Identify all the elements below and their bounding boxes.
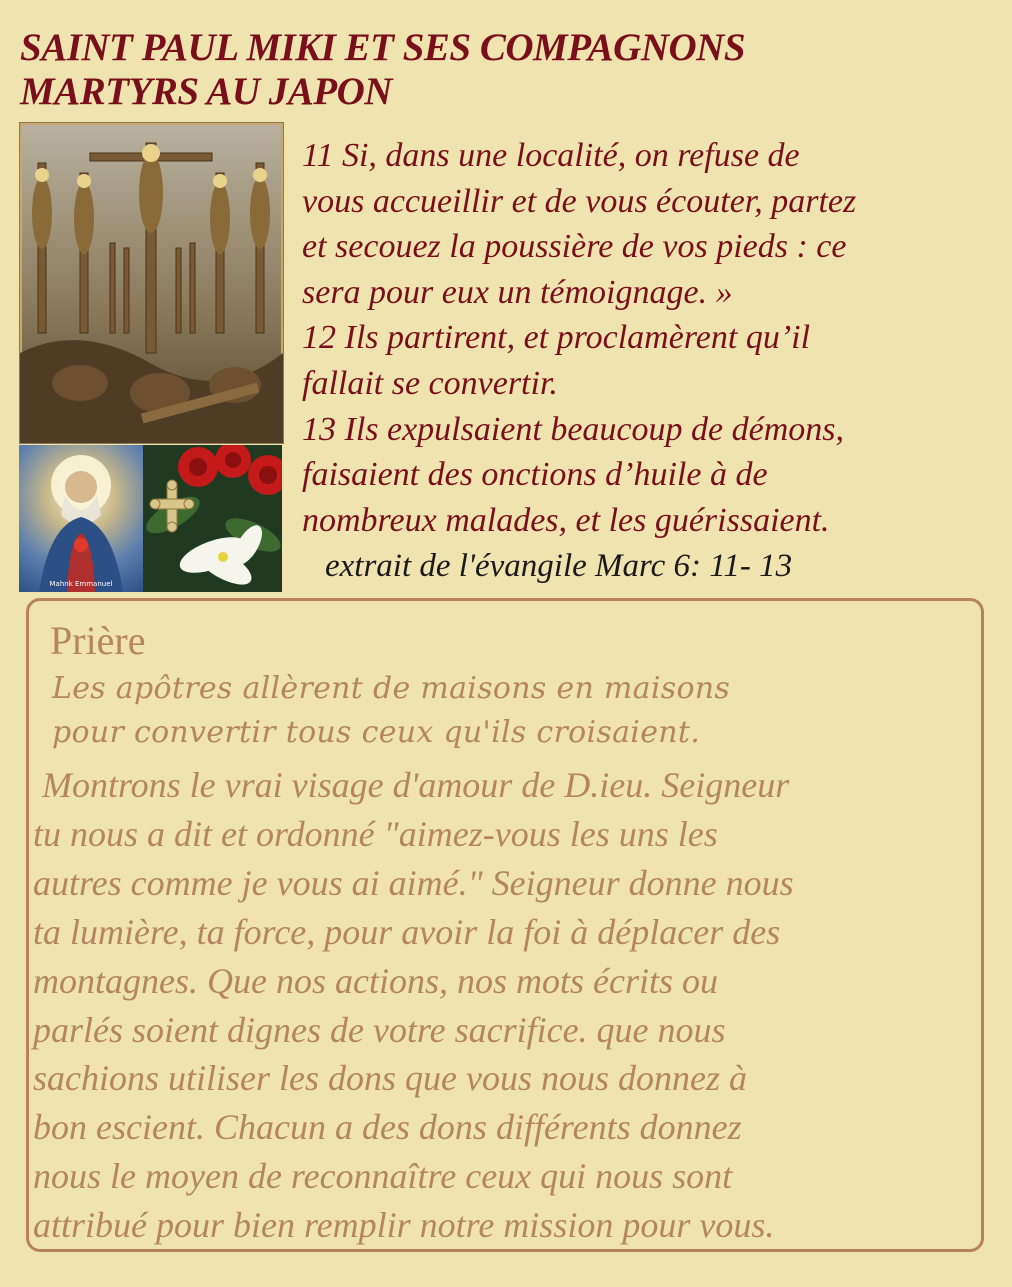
title-line-2: MARTYRS AU JAPON	[20, 70, 392, 113]
prayer-line: Montrons le vrai visage d'amour de D.ieu. Seigneur	[33, 765, 790, 805]
jesus-image	[19, 445, 143, 592]
martyrs-painting-image	[19, 122, 284, 444]
gospel-line: et secouez la poussière de vos pieds : ce	[302, 228, 847, 266]
prayer-body	[33, 761, 978, 1250]
jesus-caption: Mahnk Emmanuel	[49, 580, 113, 588]
prayer-intro-line: Les apôtres allèrent de maisons en maisons	[52, 671, 731, 706]
prayer-line: attribué pour bien remplir notre mission pour vous.	[33, 1205, 775, 1246]
prayer-line: nous le moyen de reconnaître ceux qui nous sont	[33, 1156, 733, 1197]
prayer-line: tu nous a dit et ordonné "aimez-vous les uns les	[33, 813, 718, 854]
gospel-line: 13 Ils expulsaient beaucoup de démons,	[302, 410, 844, 448]
gospel-line: 12 Ils partirent, et proclamèrent qu’il	[302, 319, 811, 357]
prayer-line: autres comme je vous ai aimé." Seigneur donne nous	[33, 862, 794, 903]
gospel-text	[302, 133, 1002, 543]
gospel-line: vous accueillir et de vous écouter, partez	[302, 182, 857, 220]
title-line-1: SAINT PAUL MIKI ET SES COMPAGNONS	[20, 26, 746, 69]
prayer-title: Prière	[50, 618, 146, 663]
page-title	[20, 26, 980, 114]
gospel-line: nombreux malades, et les guérissaient.	[302, 501, 830, 539]
gospel-line: fallait se convertir.	[302, 364, 558, 402]
prayer-intro	[52, 667, 972, 755]
prayer-line: parlés soient dignes de votre sacrifice. que nous	[33, 1009, 726, 1050]
prayer-line: ta lumière, ta force, pour avoir la foi à déplacer des	[33, 911, 781, 952]
flowers-cross-image	[143, 445, 282, 592]
gospel-line: 11 Si, dans une localité, on refuse de	[302, 137, 800, 174]
prayer-intro-line: pour convertir tous ceux qu'ils croisaient.	[52, 715, 701, 750]
prayer-line: bon escient. Chacun a des dons différents donnez	[33, 1107, 742, 1148]
prayer-line: montagnes. Que nos actions, nos mots écrits ou	[33, 960, 718, 1001]
gospel-line: sera pour eux un témoignage. »	[302, 273, 733, 311]
prayer-line: sachions utiliser les dons que vous nous donnez à	[33, 1058, 747, 1099]
gospel-line: faisaient des onctions d’huile à de	[302, 456, 768, 494]
gospel-reference: extrait de l'évangile Marc 6: 11- 13	[325, 548, 793, 584]
